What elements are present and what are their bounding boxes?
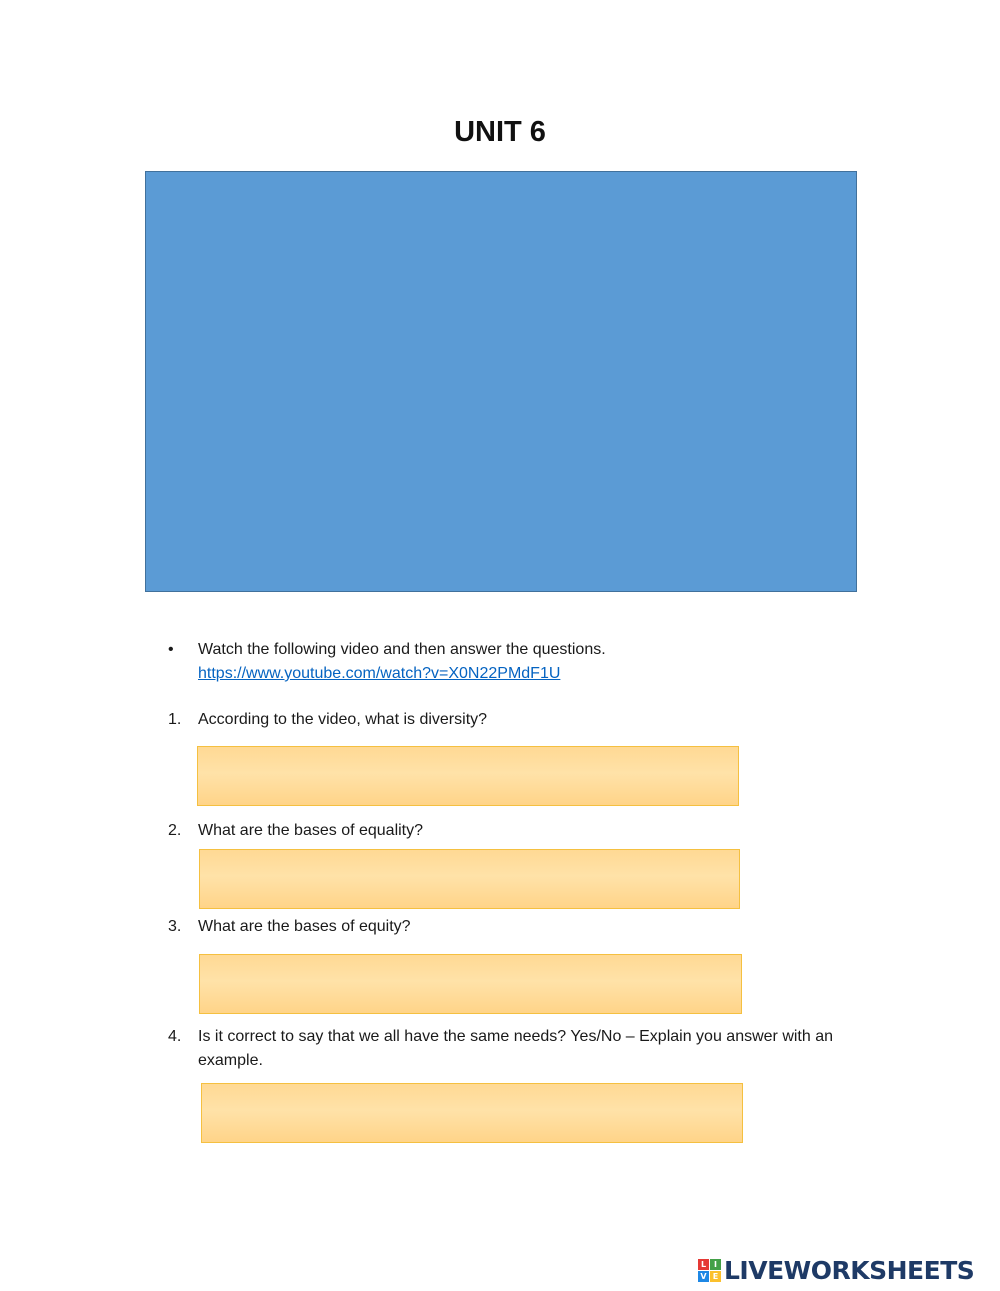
page-title: UNIT 6 [454,116,546,148]
answer-field-2[interactable] [199,849,740,909]
liveworksheets-logo [698,1256,974,1284]
question-text: According to the video, what is diversity? [198,711,488,728]
video-player[interactable] [145,171,857,592]
instruction-text: Watch the following video and then answer the questions. [198,641,606,658]
question-number: 3. [168,918,182,935]
question-number: 4. [168,1028,182,1045]
video-link[interactable]: https://www.youtube.com/watch?v=X0N22PMdF1U [198,665,561,682]
answer-field-4[interactable] [201,1083,743,1143]
question-text: What are the bases of equity? [198,918,411,935]
logo-letter-v: V [698,1271,709,1282]
logo-text: LIVEWORKSHEETS [724,1255,975,1285]
question-number: 2. [168,822,182,839]
logo-letter-i: I [710,1259,721,1270]
answer-field-1[interactable] [197,746,739,806]
question-number: 1. [168,711,182,728]
question-text: Is it correct to say that we all have the same needs? Yes/No – Explain you answer with an example. [198,1028,834,1069]
answer-field-3[interactable] [199,954,742,1014]
logo-grid-icon [698,1259,721,1282]
question-text: What are the bases of equality? [198,822,424,839]
bullet-icon: • [168,641,174,658]
logo-letter-l: L [698,1259,709,1270]
logo-letter-e: E [710,1271,721,1282]
